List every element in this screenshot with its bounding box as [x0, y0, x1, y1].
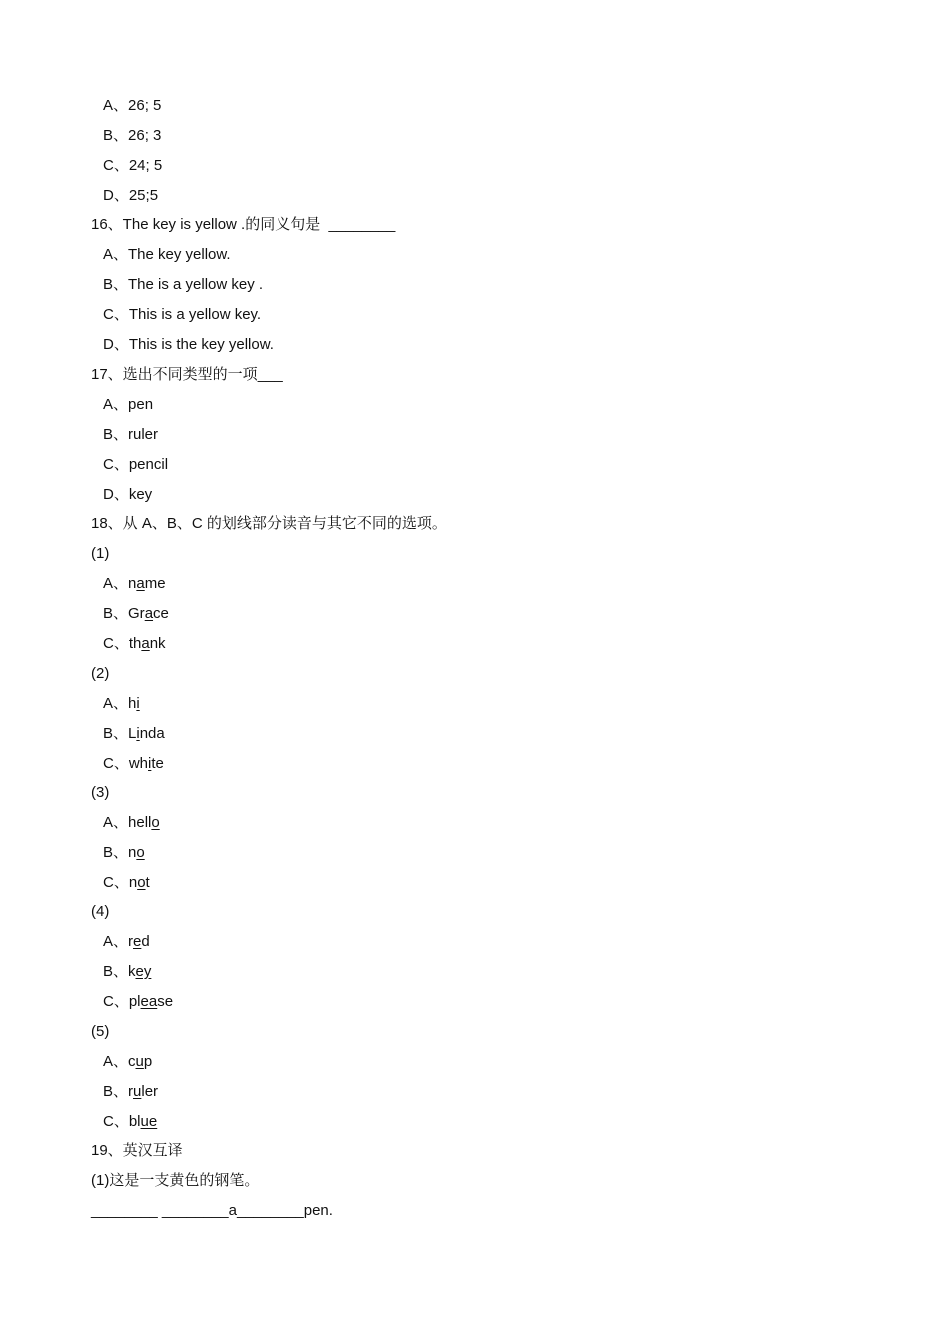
q19-answer-line: ________ ________a________pen.: [91, 1202, 333, 1219]
q16-option-c: C、This is a yellow key.: [103, 306, 262, 323]
q18-stem: 18、从 A、B、C 的划线部分读音与其它不同的选项。: [91, 515, 447, 532]
q18-group-number: (2): [91, 665, 110, 682]
q18-group-number: (3): [91, 784, 110, 801]
underlined-letters: u: [135, 1053, 144, 1070]
q16-option-a: A、The key yellow.: [103, 246, 231, 263]
underlined-letters: u: [133, 1083, 142, 1100]
q18-g5-option-c: C、blue: [103, 1113, 158, 1130]
q18-g2-option-a: A、hi: [103, 695, 140, 712]
underlined-letters: e: [133, 933, 142, 950]
q15-option-b: B、26; 3: [103, 127, 162, 144]
underlined-letters: o: [136, 844, 145, 861]
q16-stem: 16、The key is yellow .的同义句是 ________: [91, 216, 396, 233]
underlined-letters: o: [151, 814, 160, 831]
underlined-letters: a: [144, 605, 154, 622]
q18-g3-option-c: C、not: [103, 874, 150, 891]
q18-g5-option-b: B、ruler: [103, 1083, 159, 1100]
q17-option-d: D、key: [103, 486, 153, 503]
q15-option-a: A、26; 5: [103, 97, 162, 114]
q15-option-c: C、24; 5: [103, 157, 163, 174]
q18-g2-option-b: B、Linda: [103, 725, 165, 742]
q18-g1-option-b: B、Grace: [103, 605, 169, 622]
q16-option-d: D、This is the key yellow.: [103, 336, 274, 353]
q19-sub1: (1)这是一支黄色的钢笔。: [91, 1172, 260, 1189]
q17-blank: ___: [257, 366, 283, 383]
q18-g5-option-a: A、cup: [103, 1053, 153, 1070]
q18-g1-option-a: A、name: [103, 575, 166, 592]
underlined-letters: i: [136, 725, 140, 742]
underlined-letters: i: [136, 695, 140, 712]
underlined-letters: ue: [140, 1113, 158, 1130]
q18-g2-option-c: C、white: [103, 755, 164, 772]
q17-stem: 17、选出不同类型的一项___: [91, 366, 283, 383]
q18-g4-option-c: C、please: [103, 993, 174, 1010]
q18-group-number: (1): [91, 545, 110, 562]
q19-stem: 19、英汉互译: [91, 1142, 183, 1159]
q18-group-number: (5): [91, 1023, 110, 1040]
q17-option-a: A、pen: [103, 396, 154, 413]
q18-g4-option-b: B、key: [103, 963, 152, 980]
q16-option-b: B、The is a yellow key .: [103, 276, 264, 293]
q17-option-b: B、ruler: [103, 426, 159, 443]
q18-g3-option-b: B、no: [103, 844, 145, 861]
q18-g1-option-c: C、thank: [103, 635, 166, 652]
q18-g4-option-a: A、red: [103, 933, 150, 950]
q15-option-d: D、25;5: [103, 187, 159, 204]
q17-option-c: C、pencil: [103, 456, 169, 473]
q18-group-number: (4): [91, 903, 110, 920]
q18-g3-option-a: A、hello: [103, 814, 160, 831]
underlined-letters: a: [141, 635, 150, 652]
underlined-letters: a: [136, 575, 145, 592]
underlined-letters: o: [137, 874, 146, 891]
underlined-letters: i: [148, 755, 152, 772]
underlined-letters: ey: [135, 963, 152, 980]
underlined-letters: ea: [140, 993, 158, 1010]
